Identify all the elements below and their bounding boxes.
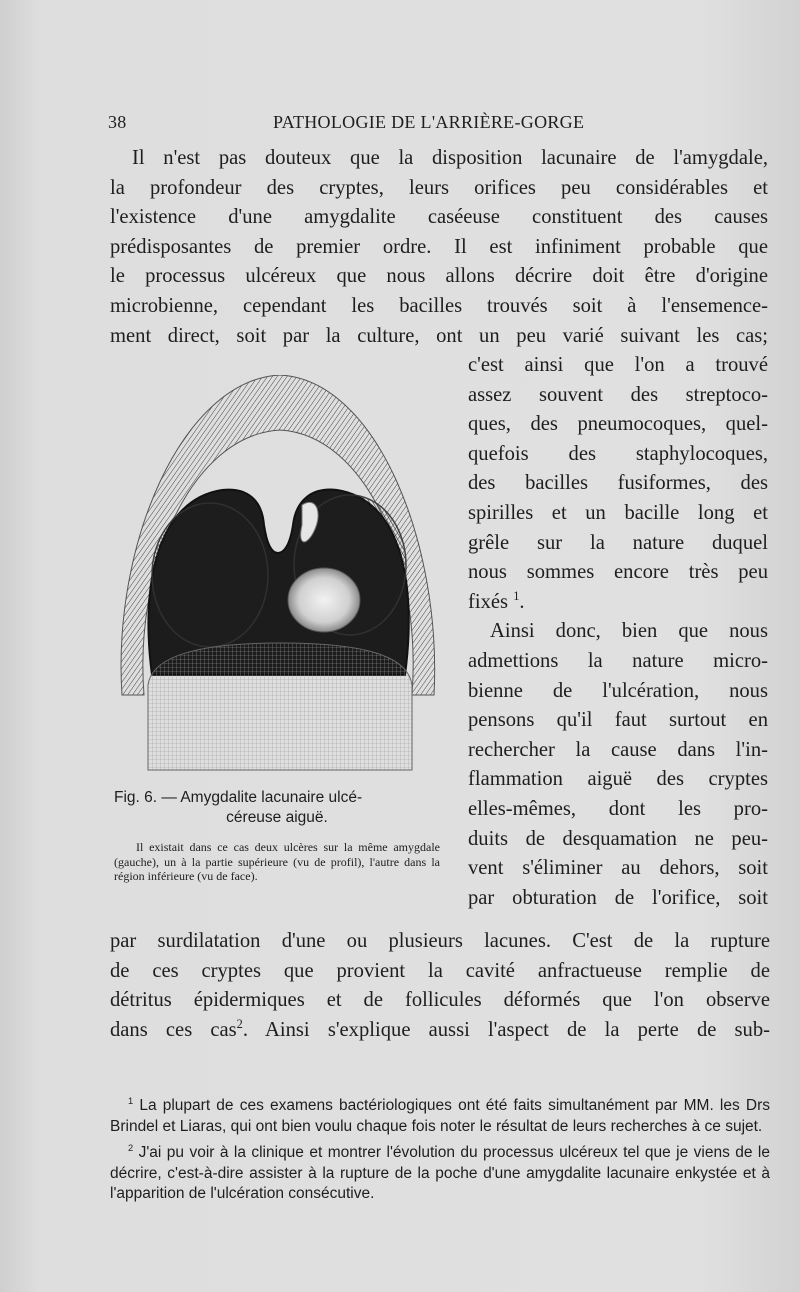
text-line: prédisposantes de premier ordre. Il est infiniment probable que — [110, 235, 768, 258]
footnote-text: J'ai pu voir à la clinique et montrer l'évolution du processus ulcéreux tel que je viens de le décrire, c'est-à-dire assister à la rupture de la poche d'une amygdalite lacunaire enkystée et à l'apparition de l'ulcération consécutive. — [110, 1144, 770, 1202]
bottom-paragraph — [110, 927, 770, 1045]
text-line: c'est ainsi que l'on a trouvé — [468, 354, 768, 376]
figure-caption — [114, 788, 440, 828]
top-paragraph — [110, 144, 768, 351]
text-line: ques, des pneumocoques, quel- — [468, 413, 768, 436]
footnote-ref: 2 — [236, 1016, 243, 1031]
text-line: rechercher la cause dans l'in- — [468, 738, 768, 761]
text-line: pensons qu'il faut surtout en — [468, 709, 768, 732]
footnote-ref: 1 — [513, 588, 520, 603]
text-line: nous sommes encore très peu — [468, 561, 768, 584]
left-tonsil — [152, 503, 268, 647]
text-line: spirilles et un bacille long et — [468, 501, 768, 524]
text-line: grêle sur la nature duquel — [468, 531, 768, 554]
text-line: quefois des staphylocoques, — [468, 442, 768, 465]
text-line: assez souvent des streptoco- — [468, 383, 768, 406]
footnotes — [110, 1096, 770, 1211]
caption-line-2: céreuse aiguë. — [226, 809, 328, 826]
figure-note: Il existait dans ce cas deux ulcères sur la même amygdale (gauche), un à la partie supérieure (vu de profil), l'autre dans la région inférieure (vu de face). — [114, 840, 440, 884]
text-line: duits de desquamation ne peu- — [468, 827, 768, 850]
running-title: PATHOLOGIE DE L'ARRIÈRE-GORGE — [273, 112, 585, 132]
text-line: elles-mêmes, dont les pro- — [468, 797, 768, 820]
caption-line-1: Fig. 6. — Amygdalite lacunaire ulcé- — [114, 789, 363, 806]
text-line: des bacilles fusiformes, des — [468, 472, 768, 495]
footnote-text: La plupart de ces examens bactériologiques ont été faits simultanément par MM. les Drs Brindel et Liaras, qui ont bien voulu chaque fois noter le résultat de leurs recherches à ce sujet. — [110, 1097, 770, 1135]
page-number: 38 — [108, 112, 127, 132]
figure-illustration — [112, 375, 442, 780]
text-line: par surdilatation d'une ou plusieurs lacunes. C'est de la rupture — [110, 930, 770, 952]
page-header — [108, 112, 770, 136]
footnote-mark: 1 — [128, 1095, 134, 1106]
text-line — [110, 1016, 770, 1046]
text-line: par obturation de l'orifice, soit — [468, 886, 768, 909]
text-line: vent s'éliminer au dehors, soit — [468, 857, 768, 880]
throat-engraving — [112, 375, 442, 780]
right-column-text — [468, 351, 768, 913]
text-line: l'existence d'une amygdalite caséeuse constituent des causes — [110, 206, 768, 229]
text-fragment: . Ainsi s'explique aussi l'aspect de la perte de sub- — [242, 1018, 771, 1041]
text-line: de ces cryptes que provient la cavité anfractueuse remplie de — [110, 959, 770, 982]
footnote-mark: 2 — [128, 1142, 134, 1153]
text-line: Ainsi donc, bien que nous — [490, 620, 768, 643]
text-fragment: fixés — [468, 590, 509, 613]
text-fragment: dans ces cas — [110, 1018, 237, 1041]
text-line: Il n'est pas douteux que la disposition lacunaire de l'amygdale, — [132, 147, 768, 169]
tongue — [148, 643, 412, 770]
text-line: détritus épidermiques et de follicules déformés que l'on observe — [110, 989, 770, 1012]
text-line: microbienne, cependant les bacilles trouvés soit à l'ensemence- — [110, 294, 768, 317]
footnote-1 — [110, 1096, 770, 1137]
text-line: flammation aiguë des cryptes — [468, 768, 768, 791]
text-line: fixés $^1$. — [468, 588, 525, 613]
text-line: la profondeur des cryptes, leurs orifices peu considérables et — [110, 176, 768, 199]
text-line: bienne de l'ulcération, nous — [468, 679, 768, 702]
footnote-2 — [110, 1143, 770, 1205]
text-line: le processus ulcéreux que nous allons décrire doit être d'origine — [110, 265, 768, 288]
text-line: ment direct, soit par la culture, ont un peu varié suivant les cas; — [110, 324, 768, 347]
text-line: admettions la nature micro- — [468, 649, 768, 672]
lower-ulcer — [288, 568, 360, 632]
